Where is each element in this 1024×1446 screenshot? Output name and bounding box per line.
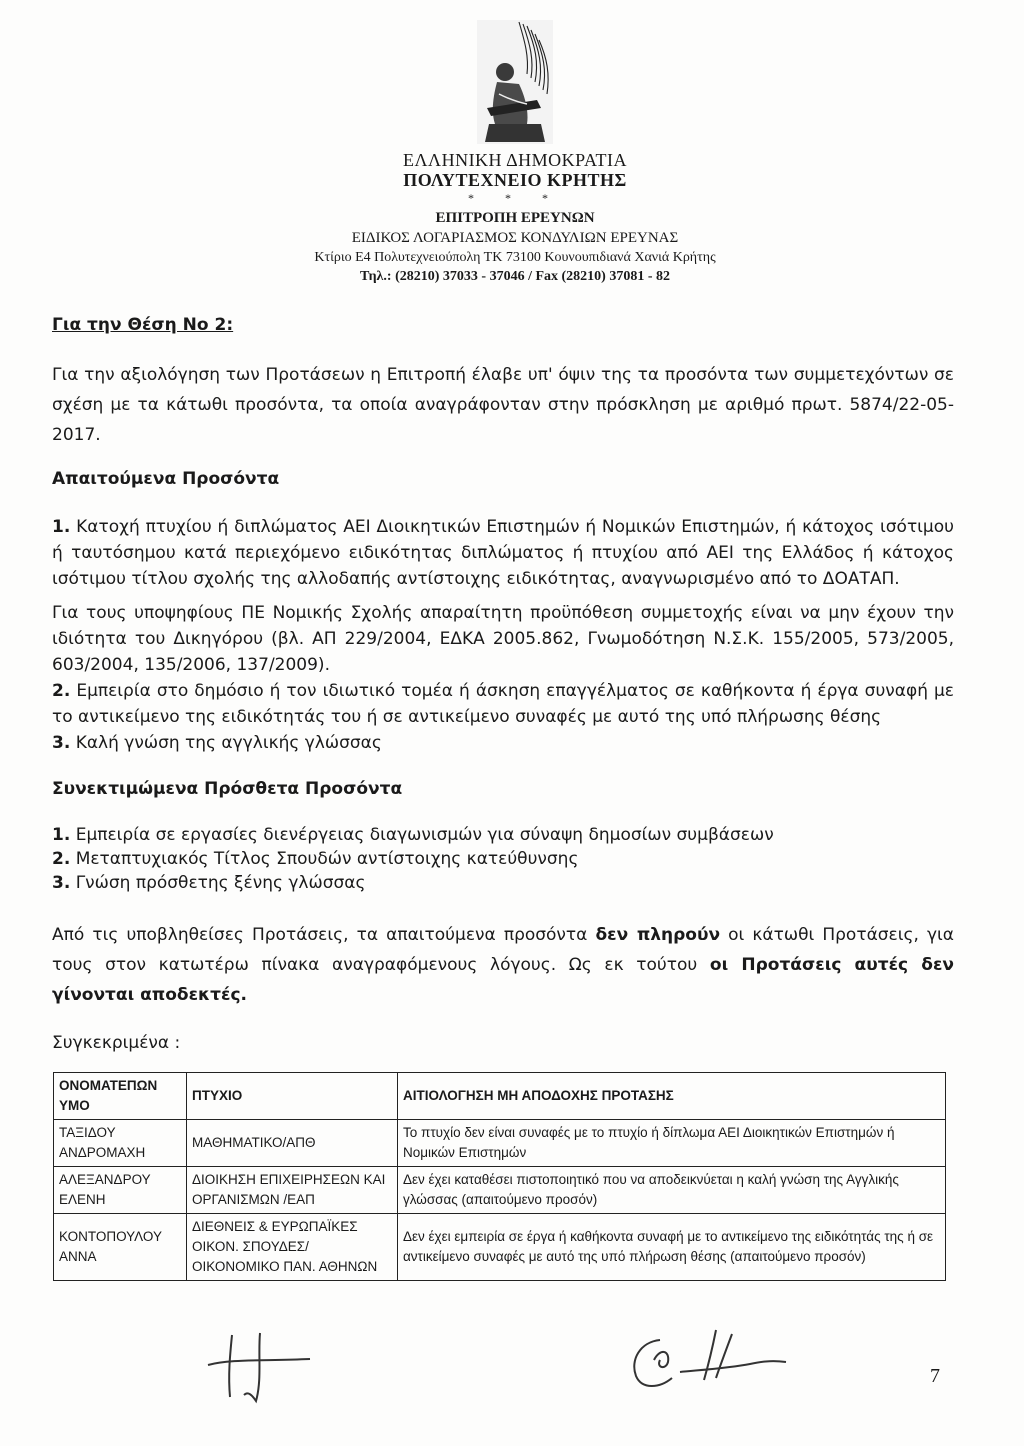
- additional-item-2: [52, 846, 954, 872]
- item-number: 1.: [52, 825, 71, 845]
- cell-reason: Δεν έχει εμπειρία σε έργα ή καθήκοντα συναφή με το αντικείμενο της ειδικότητάς της ή σε αντικείμενο συναφές με αυτό της υπό πλήρωση θέσης (απαιτούμενο προσόν): [398, 1214, 946, 1281]
- table-row: [54, 1214, 946, 1281]
- conclusion-emphasis: οι Προτάσεις αυτές δεν γίνονται αποδεκτές.: [52, 955, 955, 1005]
- item-text: Καλή γνώση της αγγλικής γλώσσας: [75, 733, 382, 753]
- section-title: Για την Θέση Νο 2:: [52, 315, 234, 335]
- university-emblem-icon: [467, 12, 563, 152]
- item-text: Εμπειρία σε εργασίες διενέργειας διαγωνισμών για σύναψη δημοσίων συμβάσεων: [75, 825, 774, 845]
- additional-item-3: [52, 870, 954, 896]
- item-text: Γνώση πρόσθετης ξένης γλώσσας: [75, 873, 366, 893]
- header-account: ΕΙΔΙΚΟΣ ΛΟΓΑΡΙΑΣΜΟΣ ΚΟΝΔΥΛΙΩΝ ΕΡΕΥΝΑΣ: [351, 230, 679, 246]
- header-stars: * * *: [468, 191, 562, 205]
- specifically-label: Συγκεκριμένα :: [52, 1033, 181, 1053]
- item-number: 2.: [52, 681, 71, 701]
- header-reason: ΑΙΤΙΟΛΟΓΗΣΗ ΜΗ ΑΠΟΔΟΧΗΣ ΠΡΟΤΑΣΗΣ: [398, 1073, 946, 1120]
- item-number: 2.: [52, 849, 71, 869]
- required-item-2: [52, 678, 954, 730]
- header-country: ΕΛΛΗΝΙΚΗ ΔΗΜΟΚΡΑΤΙΑ: [402, 150, 628, 170]
- rejection-table: [53, 1072, 946, 1281]
- additional-heading: Συνεκτιμώμενα Πρόσθετα Προσόντα: [52, 779, 403, 799]
- conclusion-paragraph: [52, 920, 954, 1010]
- header-phone: Τηλ.: (28210) 37033 - 37046 / Fax (28210) 37081 - 82: [359, 269, 671, 284]
- cell-name: ΤΑΞΙΔΟΥ ΑΝΔΡΟΜΑΧΗ: [54, 1120, 187, 1167]
- intro-paragraph: Για την αξιολόγηση των Προτάσεων η Επιτροπή έλαβε υπ' όψιν της τα προσόντα των συμμετεχόντων σε σχέση με τα κάτωθι προσόντα, τα οποία αναγράφονταν στην πρόσκληση με αριθμό πρωτ. 5874/22-05-2017.: [52, 365, 954, 445]
- page-number: 7: [930, 1365, 940, 1387]
- table-row: [54, 1167, 946, 1214]
- item-text: Μεταπτυχιακός Τίτλος Σπουδών αντίστοιχης κατεύθυνσης: [75, 849, 579, 869]
- required-heading: Απαιτούμενα Προσόντα: [52, 469, 280, 489]
- item-text: Κατοχή πτυχίου ή διπλώματος ΑΕΙ Διοικητικών Επιστημών ή Νομικών Επιστημών, ή κάτοχος ισότιμου ή ταυτόσημου κατά περιεχόμενο ειδικότητας διπλώματος ή πτυχίου από ΑΕΙ της Ελλάδος ή κάτοχος ισότιμου τίτλου σχολής της αλλοδαπής αντίστοιχης ειδικότητας, αναγνωρισμένο από το ΔΟΑΤΑΠ.: [52, 517, 954, 589]
- lawyer-note: Για τους υποψηφίους ΠΕ Νομικής Σχολής απαραίτητη προϋπόθεση συμμετοχής είναι να μην έχουν την ιδιότητα του Δικηγόρου (βλ. ΑΠ 229/2004, ΕΔΚΑ 2005.862, Γνωμοδότηση Ν.Σ.Κ. 155/2005, 573/2005, 603/2004, 135/2006, 137/2009).: [52, 603, 954, 675]
- item-number: 3.: [52, 733, 71, 753]
- cell-degree: ΔΙΟΙΚΗΣΗ ΕΠΙΧΕΙΡΗΣΕΩΝ ΚΑΙ ΟΡΓΑΝΙΣΜΩΝ /ΕΑΠ: [187, 1167, 398, 1214]
- cell-degree: ΔΙΕΘΝΕΙΣ & ΕΥΡΩΠΑΪΚΕΣ ΟΙΚΟΝ. ΣΠΟΥΔΕΣ/ ΟΙΚΟΝΟΜΙΚΟ ΠΑΝ. ΑΘΗΝΩΝ: [187, 1214, 398, 1281]
- conclusion-text: Από τις υποβληθείσες Προτάσεις, τα απαιτούμενα προσόντα: [52, 925, 596, 945]
- required-item-3: [52, 730, 954, 756]
- table-header-row: [54, 1073, 946, 1120]
- signature-left-icon: [200, 1325, 330, 1405]
- header-committee: ΕΠΙΤΡΟΠΗ ΕΡΕΥΝΩΝ: [435, 210, 595, 226]
- signature-right-icon: [620, 1320, 800, 1400]
- header-university: ΠΟΛΥΤΕΧΝΕΙΟ ΚΡΗΤΗΣ: [403, 170, 627, 190]
- item-number: 3.: [52, 873, 71, 893]
- item-number: 1.: [52, 517, 71, 537]
- cell-reason: Το πτυχίο δεν είναι συναφές με το πτυχίο ή δίπλωμα ΑΕΙ Διοικητικών Επιστημών ή Νομικών Επιστημών: [398, 1120, 946, 1167]
- cell-name: ΑΛΕΞΑΝΔΡΟΥ ΕΛΕΝΗ: [54, 1167, 187, 1214]
- additional-item-1: [52, 822, 954, 848]
- header-name: ΟΝΟΜΑΤΕΠΩΝ ΥΜΟ: [54, 1073, 187, 1120]
- header-address: Κτίριο Ε4 Πολυτεχνειούπολη ΤΚ 73100 Κουνουπιδιανά Χανιά Κρήτης: [314, 250, 716, 265]
- cell-reason: Δεν έχει καταθέσει πιστοποιητικό που να αποδεικνύεται η καλή γνώση της Αγγλικής γλώσσας (απαιτούμενο προσόν): [398, 1167, 946, 1214]
- item-text: Εμπειρία στο δημόσιο ή τον ιδιωτικό τομέα ή άσκηση επαγγέλματος σε καθήκοντα ή έργα συναφή με το αντικείμενο της ειδικότητάς του ή σε αντικείμενο συναφές με αυτό της υπό πλήρωσης θέσης: [52, 681, 954, 727]
- header-degree: ΠΤΥΧΙΟ: [187, 1073, 398, 1120]
- conclusion-emphasis: δεν πληρούν: [595, 925, 721, 945]
- table-row: [54, 1120, 946, 1167]
- conclusion-text: οι κάτωθι Προτάσεις, για τους στον κατωτέρω πίνακα αναγραφόμενους λόγους. Ως εκ τούτου: [52, 925, 954, 975]
- required-item-1: [52, 514, 954, 592]
- cell-degree: ΜΑΘΗΜΑΤΙΚΟ/ΑΠΘ: [187, 1120, 398, 1167]
- cell-name: ΚΟΝΤΟΠΟΥΛΟΥ ΑΝΝΑ: [54, 1214, 187, 1281]
